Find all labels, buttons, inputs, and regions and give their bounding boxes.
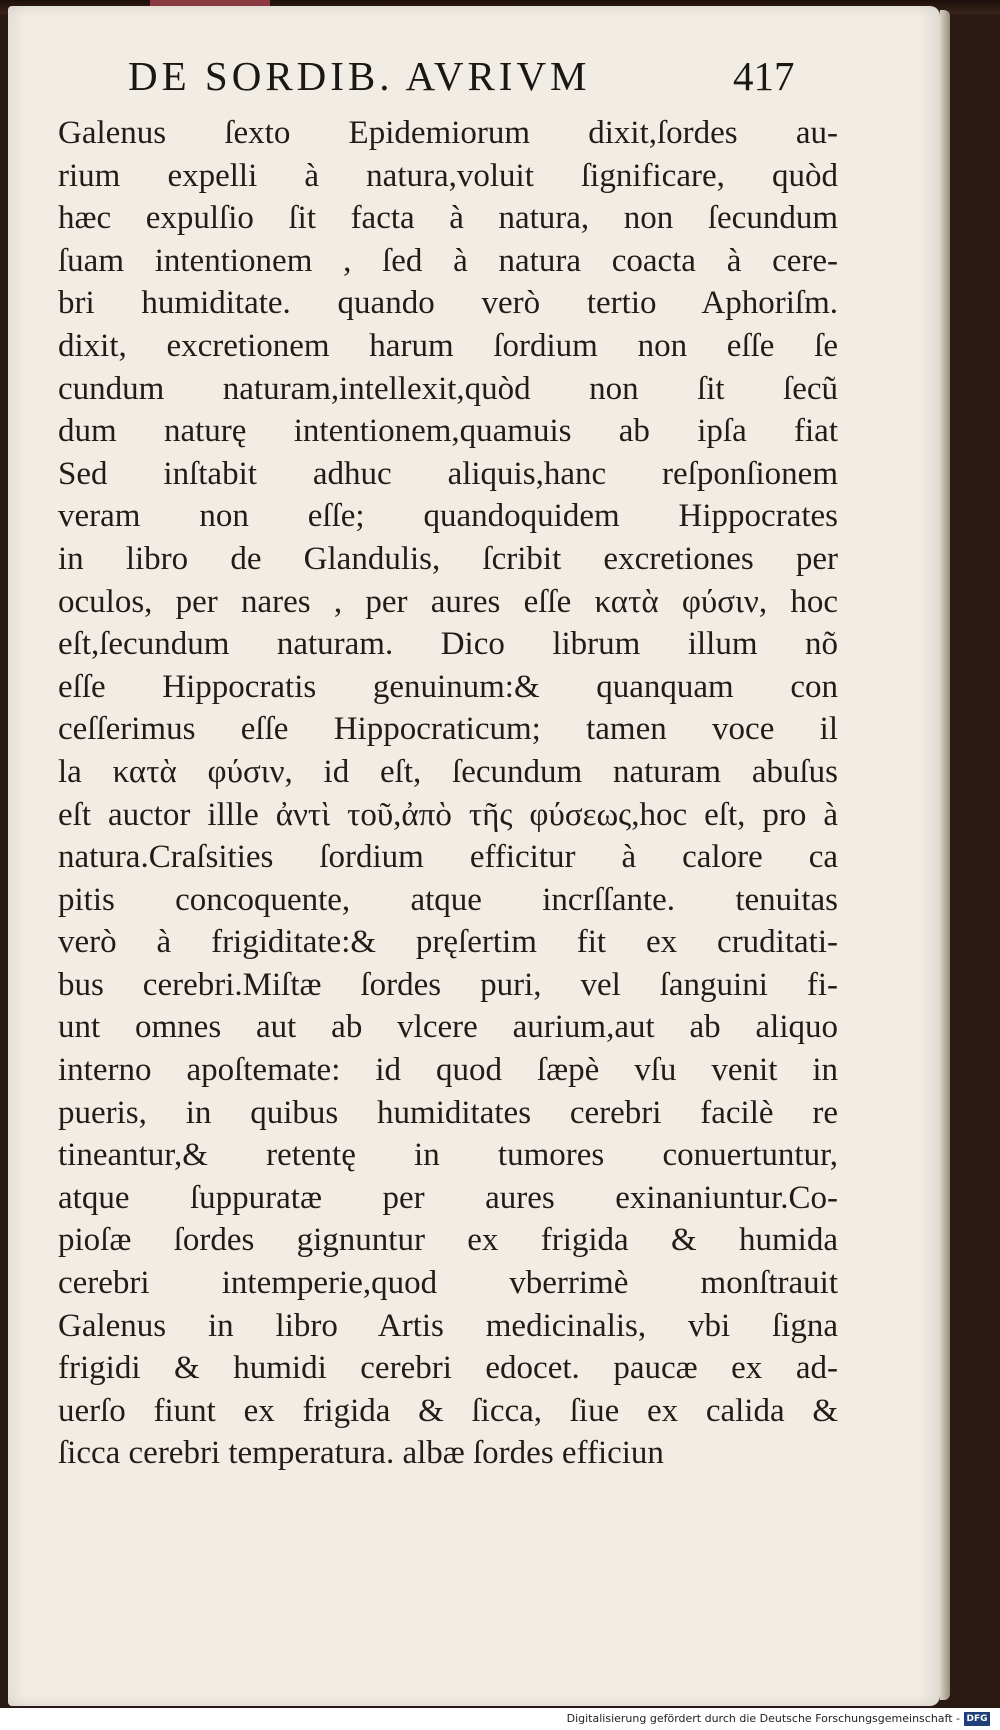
book-page — [8, 6, 940, 1706]
text-line: bri humiditate. quando verò tertio Aphoriſm. — [58, 285, 838, 322]
text-line: uerſo fiunt ex frigida & ſicca, ſiue ex calida & — [58, 1392, 838, 1429]
text-line: natura.Craſsities ſordium efficitur à calore ca — [58, 839, 838, 876]
text-line: dum naturę intentionem,quamuis ab ipſa fiat — [58, 413, 838, 450]
dfg-logo-icon: DFG — [964, 1712, 990, 1726]
text-line: verò à frigiditate:& pręſertim fit ex cruditati- — [58, 924, 838, 961]
body-text — [58, 112, 838, 1475]
text-line: pueris, in quibus humiditates cerebri facilè re — [58, 1094, 838, 1131]
funding-credit: Digitalisierung gefördert durch die Deutsche Forschungsgemeinschaft - — [566, 1712, 960, 1725]
text-line: unt omnes aut ab vlcere aurium,aut ab aliquo — [58, 1009, 838, 1046]
text-line: Galenus ſexto Epidemiorum dixit,ſordes au- — [58, 115, 838, 151]
text-line: hæc expulſio ſit facta à natura, non ſecundum — [58, 200, 838, 237]
text-line: interno apoſtemate: id quod ſæpè vſu venit in — [58, 1052, 838, 1089]
text-line: Galenus in libro Artis medicinalis, vbi ſigna — [58, 1307, 838, 1344]
page-edge — [940, 10, 950, 1700]
text-line: dixit, excretionem harum ſordium non eſſe ſe — [58, 327, 838, 364]
text-line: pioſæ ſordes gignuntur ex frigida & humida — [58, 1222, 838, 1259]
page-number: 417 — [733, 53, 795, 99]
text-line: frigidi & humidi cerebri edocet. paucæ ex ad- — [58, 1350, 838, 1387]
text-line: ſicca cerebri temperatura. albæ ſordes efficiun — [58, 1435, 664, 1472]
text-line: bus cerebri.Miſtæ ſordes puri, vel ſanguini fi- — [58, 966, 838, 1003]
running-head — [8, 52, 940, 102]
text-line: cundum naturam,intellexit,quòd non ſit ſecũ — [58, 370, 838, 407]
text-line: ceſſerimus eſſe Hippocraticum; tamen voce il — [58, 711, 838, 748]
text-line: veram non eſſe; quandoquidem Hippocrates — [58, 498, 838, 535]
text-line: atque ſuppuratæ per aures exinaniuntur.Co- — [58, 1179, 838, 1216]
text-line: eſt auctor illle ἀντὶ τοῦ,ἀπὸ τῆς φύσεως,hoc eſt, pro à — [58, 796, 838, 833]
text-line: ſuam intentionem , ſed à natura coacta à cere- — [58, 242, 838, 279]
text-line: la κατὰ φύσιν, id eſt, ſecundum naturam abuſus — [58, 753, 838, 790]
text-line: tineantur,& retentę in tumores conuertuntur, — [58, 1137, 838, 1174]
text-line: in libro de Glandulis, ſcribit excretiones per — [58, 540, 838, 577]
running-title: DE SORDIB. AVRIVM — [128, 53, 591, 99]
digitization-footer — [0, 1708, 1000, 1730]
text-line: pitis concoquente, atque incrſſante. tenuitas — [58, 881, 838, 918]
text-line: eſſe Hippocratis genuinum:& quanquam con — [58, 668, 838, 705]
text-line: oculos, per nares , per aures eſſe κατὰ φύσιν, hoc — [58, 583, 838, 620]
text-line: rium expelli à natura,voluit ſignificare, quòd — [58, 157, 838, 194]
text-line: cerebri intemperie,quod vberrimè monſtrauit — [58, 1265, 838, 1302]
text-line: eſt,ſecundum naturam. Dico librum illum nõ — [58, 626, 838, 663]
text-line: Sed inſtabit adhuc aliquis,hanc reſponſionem — [58, 455, 838, 492]
